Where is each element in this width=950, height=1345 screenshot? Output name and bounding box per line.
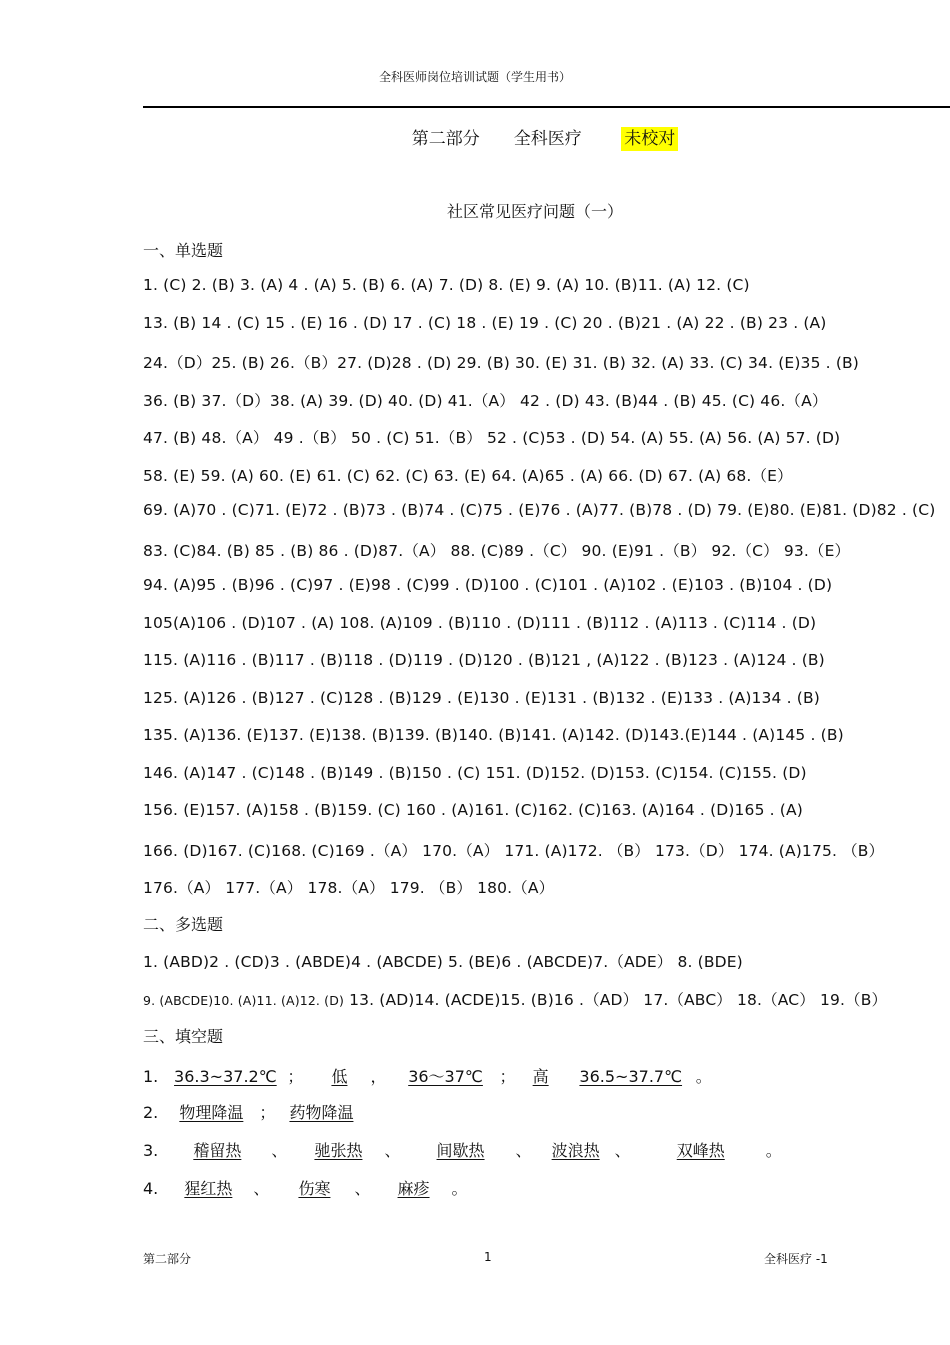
single-choice-heading: 一、单选题 (143, 241, 224, 260)
blank-answer: 波浪热 (551, 1141, 600, 1160)
single-choice-line: 146. (A)147 . (C)148 . (B)149 . (B)150 . (C) 151. (D)152. (D)153. (C)154. (C)155. (D) (143, 763, 807, 782)
footer-right: 全科医疗 -1 (764, 1252, 828, 1266)
blank-answer: 间歇热 (436, 1141, 485, 1160)
single-choice-line: 69. (A)70 . (C)71. (E)72 . (B)73 . (B)74 . (C)75 . (E)76 . (A)77. (B)78 . (D) 79. (E)80. (E)81. (D)82 . (C) (143, 501, 936, 519)
blank-answer: 双峰热 (676, 1141, 725, 1160)
question-number: 3. (143, 1141, 159, 1160)
single-choice-line: 115. (A)116 . (B)117 . (B)118 . (D)119 . (D)120 . (B)121 , (A)122 . (B)123 . (A)124 . (B) (143, 651, 825, 669)
single-choice-line: 36. (B) 37.（D）38. (A) 39. (D) 40. (D) 41.（A） 42 . (D) 43. (B)44 . (B) 45. (C) 46.（A） (143, 391, 828, 410)
blank-answer: 低 (331, 1067, 348, 1086)
blank-answer: 药物降温 (289, 1103, 354, 1122)
fill-question-4: 4. 猩红热 、 伤寒 、 麻疹 。 (143, 1176, 468, 1199)
blank-answer: 驰张热 (314, 1141, 363, 1160)
part-title-main: 第二部分 全科医疗 (411, 129, 582, 149)
single-choice-line: 58. (E) 59. (A) 60. (E) 61. (C) 62. (C) 63. (E) 64. (A)65 . (A) 66. (D) 67. (A) 68.（E） (143, 466, 793, 485)
single-choice-line: 47. (B) 48.（A） 49 .（B） 50 . (C) 51.（B） 52 . (C)53 . (D) 54. (A) 55. (A) 56. (A) 57. (D) (143, 429, 841, 447)
multi-choice-line: 1. (ABD)2 . (CD)3 . (ABDE)4 . (ABCDE) 5. (BE)6 . (ABCDE)7.（ADE） 8. (BDE) (143, 953, 743, 971)
footer-left: 第二部分 (143, 1252, 192, 1266)
page-number: 1 (484, 1250, 492, 1264)
section-title: 社区常见医疗问题（一） (446, 202, 623, 221)
blank-answer: 麻疹 (397, 1179, 430, 1198)
question-number: 4. (143, 1179, 159, 1198)
multi-choice-text: 13. (AD)14. (ACDE)15. (B)16 .（AD） 17.（ABC） 18.（AC） 19.（B） (344, 991, 888, 1009)
blank-answer: 稽留热 (193, 1141, 242, 1160)
unproofread-highlight: 未校对 (621, 127, 678, 151)
blank-answer: 36.3~37.2℃ (174, 1067, 277, 1086)
single-choice-line: 24.（D）25. (B) 26.（B）27. (D)28 . (D) 29. (B) 30. (E) 31. (B) 32. (A) 33. (C) 34. (E)35 . (B) (143, 354, 859, 372)
question-number: 2. (143, 1103, 159, 1122)
single-choice-line: 105(A)106 . (D)107 . (A) 108. (A)109 . (B)110 . (D)111 . (B)112 . (A)113 . (C)114 . (D) (143, 613, 817, 632)
multi-choice-line (143, 988, 943, 1010)
fill-question-1: 1. 36.3~37.2℃ ； 低 ， 36～37℃ ； 高 36.5~37.7℃ 。 (143, 1064, 712, 1087)
blank-answer: 高 (532, 1067, 549, 1086)
single-choice-line: 125. (A)126 . (B)127 . (C)128 . (B)129 . (E)130 . (E)131 . (B)132 . (E)133 . (A)134 . (B) (143, 688, 820, 707)
single-choice-line: 1. (C) 2. (B) 3. (A) 4 . (A) 5. (B) 6. (A) 7. (D) 8. (E) 9. (A) 10. (B)11. (A) 12. (C) (143, 276, 750, 294)
blank-answer: 伤寒 (298, 1179, 331, 1198)
blank-answer: 猩红热 (184, 1179, 233, 1198)
single-choice-line: 156. (E)157. (A)158 . (B)159. (C) 160 . (A)161. (C)162. (C)163. (A)164 . (D)165 . (A) (143, 801, 803, 819)
part-title (0, 124, 950, 149)
multi-choice-heading: 二、多选题 (143, 915, 224, 934)
blank-answer: 36～37℃ (408, 1067, 483, 1086)
single-choice-line: 166. (D)167. (C)168. (C)169 .（A） 170.（A） 171. (A)172. （B） 173.（D） 174. (A)175. （B） (143, 841, 885, 860)
single-choice-line: 83. (C)84. (B) 85 . (B) 86 . (D)87.（A） 88. (C)89 .（C） 90. (E)91 .（B） 92.（C） 93.（E） (143, 541, 851, 560)
running-header: 全科医师岗位培训试题（学生用书） (378, 70, 571, 84)
multi-choice-small-text: 9. (ABCDE)10. (A)11. (A)12. (D) (143, 993, 345, 1008)
blank-answer: 物理降温 (179, 1103, 244, 1122)
fill-question-3: 3. 稽留热 、 驰张热 、 间歇热 、 波浪热 、 双峰热 。 (143, 1138, 782, 1161)
fill-question-2: 2. 物理降温 ； 药物降温 (143, 1100, 362, 1123)
single-choice-line: 94. (A)95 . (B)96 . (C)97 . (E)98 . (C)99 . (D)100 . (C)101 . (A)102 . (E)103 . (B)104 . (D) (143, 576, 833, 594)
single-choice-line: 135. (A)136. (E)137. (E)138. (B)139. (B)140. (B)141. (A)142. (D)143.(E)144 . (A)145 . (B) (143, 726, 844, 744)
header-rule (143, 106, 950, 108)
blank-answer: 36.5~37.7℃ (579, 1067, 683, 1086)
single-choice-line: 13. (B) 14 . (C) 15 . (E) 16 . (D) 17 . (C) 18 . (E) 19 . (C) 20 . (B)21 . (A) 22 . (B) 23 . (A) (143, 313, 827, 332)
question-number: 1. (143, 1067, 159, 1086)
single-choice-line: 176.（A） 177.（A） 178.（A） 179. （B） 180.（A） (143, 879, 555, 897)
fill-blank-heading: 三、填空题 (143, 1027, 224, 1046)
